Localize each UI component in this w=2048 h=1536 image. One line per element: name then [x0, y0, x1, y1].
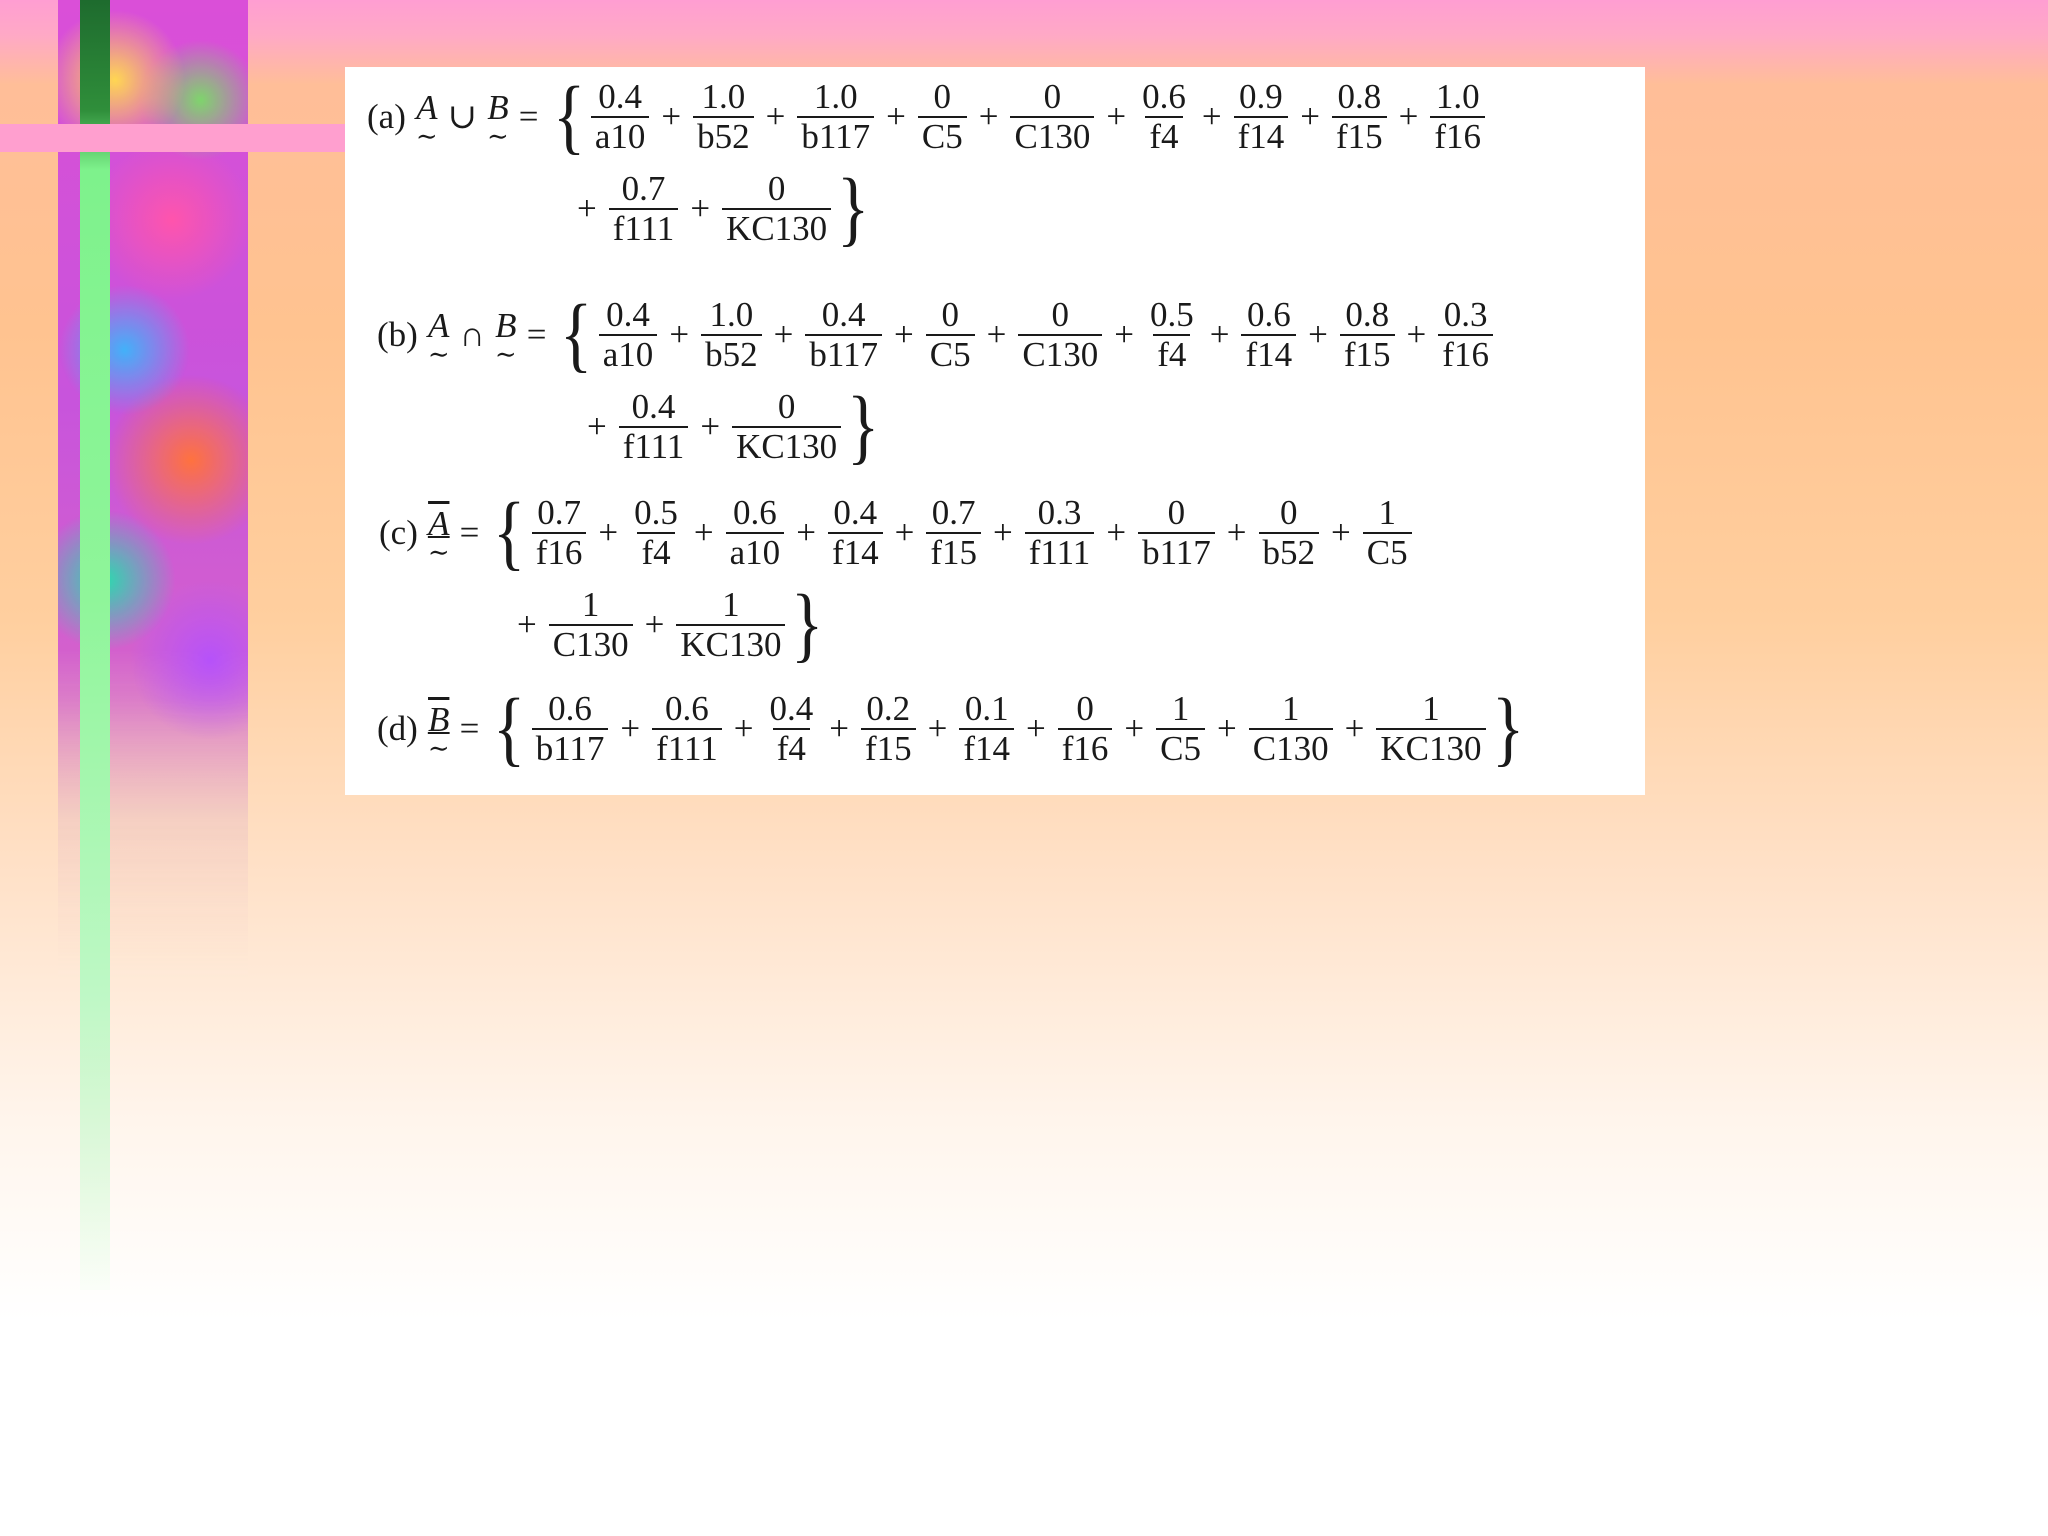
fraction-term: $\frac{0.4}{f111}$ — [619, 388, 689, 467]
set-b-symbol: B ∼ — [486, 87, 509, 151]
fraction-term: $\frac{0.6}{f4}$ — [1142, 76, 1186, 156]
fraction-term: $\frac{0.7}{f15}$ — [926, 494, 981, 573]
equals-sign: = — [459, 513, 480, 552]
plus-sign: + — [587, 407, 607, 446]
plus-sign: + — [598, 513, 619, 552]
plus-sign: + — [1106, 513, 1127, 552]
close-brace: } — [1491, 682, 1524, 775]
decorative-green-bar — [80, 0, 110, 1290]
plus-sign: + — [829, 709, 849, 748]
plus-sign: + — [978, 97, 999, 136]
fraction-term: $\frac{0}{b117}$ — [1138, 494, 1215, 573]
close-brace: } — [837, 162, 870, 255]
plus-sign: + — [577, 189, 597, 228]
fraction-term: $\frac{1}{C5}$ — [1363, 494, 1412, 573]
fraction-term: $\frac{0}{C5}$ — [918, 78, 967, 157]
plus-sign: + — [1344, 709, 1365, 748]
equation-c — [379, 486, 1414, 579]
plus-sign: + — [620, 709, 641, 748]
decorative-pink-bar — [0, 124, 345, 152]
fraction-term: $\frac{0.4}{f4}$ — [769, 688, 814, 768]
plus-sign: + — [765, 97, 786, 136]
plus-sign: + — [700, 407, 721, 446]
equals-sign: = — [459, 709, 480, 748]
fraction-term: $\frac{1.0}{f16}$ — [1430, 78, 1485, 157]
plus-sign: + — [986, 315, 1007, 354]
plus-sign: + — [733, 709, 754, 748]
open-brace: { — [493, 682, 526, 775]
equation-b — [377, 288, 1495, 381]
plus-sign: + — [1331, 513, 1351, 552]
plus-sign: + — [1114, 315, 1134, 354]
equation-b-continued — [577, 380, 884, 473]
fraction-term: $\frac{0}{C130}$ — [1018, 296, 1102, 375]
plus-sign: + — [669, 315, 690, 354]
fraction-term: $\frac{0.8}{f15}$ — [1340, 296, 1395, 375]
plus-sign: + — [693, 513, 714, 552]
fraction-term: $\frac{1.0}{b117}$ — [797, 78, 874, 157]
fraction-term: $\frac{0.4}{a10}$ — [599, 296, 658, 375]
set-b-symbol: B ∼ — [494, 305, 517, 369]
fraction-term: $\frac{0.6}{f14}$ — [1241, 296, 1296, 375]
plus-sign: + — [690, 189, 711, 228]
equation-a-label: (a) — [367, 97, 406, 136]
plus-sign: + — [993, 513, 1013, 552]
open-brace: { — [493, 486, 526, 579]
fraction-term: $\frac{0.5}{f4}$ — [1149, 294, 1194, 374]
fraction-term: $\frac{0.9}{f14}$ — [1234, 78, 1289, 157]
complement-b-symbol: B ∼ — [427, 699, 450, 763]
plus-sign: + — [1226, 513, 1247, 552]
union-operator: ∪ — [447, 97, 477, 136]
plus-sign: + — [1124, 709, 1145, 748]
plus-sign: + — [894, 513, 915, 552]
plus-sign: + — [927, 709, 948, 748]
fraction-term: $\frac{0.4}{a10}$ — [591, 78, 650, 157]
fraction-term: $\frac{0}{C130}$ — [1010, 78, 1094, 157]
fraction-term: $\frac{0.2}{f15}$ — [861, 690, 916, 769]
intersection-operator: ∩ — [459, 315, 485, 354]
plus-sign: + — [661, 97, 682, 136]
open-brace: { — [560, 288, 593, 381]
equation-b-label: (b) — [377, 315, 418, 354]
plus-sign: + — [886, 97, 906, 136]
equation-c-label: (c) — [379, 513, 418, 552]
fraction-term: $\frac{1}{C5}$ — [1156, 690, 1205, 769]
fraction-term: $\frac{0.1}{f14}$ — [959, 690, 1014, 769]
plus-sign: + — [894, 315, 914, 354]
fraction-term: $\frac{1}{C130}$ — [1249, 690, 1333, 769]
plus-sign: + — [773, 315, 794, 354]
equals-sign: = — [526, 315, 547, 354]
fraction-term: $\frac{1.0}{b52}$ — [693, 78, 754, 157]
fraction-term: $\frac{0}{C5}$ — [926, 296, 975, 375]
equation-d-label: (d) — [377, 709, 418, 748]
plus-sign: + — [1308, 315, 1328, 354]
fraction-term: $\frac{0.6}{f111}$ — [652, 690, 722, 769]
close-brace: } — [791, 578, 824, 671]
open-brace: { — [552, 70, 585, 163]
fraction-term: $\frac{1}{KC130}$ — [1376, 690, 1485, 769]
complement-a-symbol: A ∼ — [427, 503, 450, 567]
fraction-term: $\frac{0.3}{f16}$ — [1438, 296, 1493, 375]
plus-sign: + — [1398, 97, 1419, 136]
plus-sign: + — [1106, 97, 1127, 136]
plus-sign: + — [1406, 315, 1427, 354]
set-a-symbol: A ∼ — [415, 87, 438, 151]
fraction-term: $\frac{0.6}{a10}$ — [726, 494, 785, 573]
plus-sign: + — [1300, 97, 1320, 136]
plus-sign: + — [1026, 709, 1046, 748]
plus-sign: + — [796, 513, 816, 552]
fraction-term: $\frac{0.3}{f111}$ — [1025, 494, 1095, 573]
plus-sign: + — [1201, 97, 1222, 136]
fraction-term: $\frac{0}{b52}$ — [1259, 494, 1320, 573]
plus-sign: + — [517, 605, 537, 644]
equals-sign: = — [518, 97, 539, 136]
equation-a-continued — [567, 162, 874, 255]
plus-sign: + — [644, 605, 665, 644]
fraction-term: $\frac{0.7}{f111}$ — [609, 170, 679, 249]
fraction-term: $\frac{1}{C130}$ — [549, 586, 633, 665]
fraction-term: $\frac{0.4}{b117}$ — [805, 296, 882, 375]
equation-d — [377, 682, 1528, 775]
fraction-term: $\frac{1.0}{b52}$ — [701, 296, 762, 375]
fraction-term: $\frac{0}{f16}$ — [1058, 690, 1113, 769]
fraction-term: $\frac{0}{KC130}$ — [732, 388, 841, 467]
fraction-term: $\frac{0.8}{f15}$ — [1332, 78, 1387, 157]
plus-sign: + — [1209, 315, 1230, 354]
equations-panel — [345, 67, 1645, 795]
fraction-term: $\frac{1}{KC130}$ — [676, 586, 785, 665]
fraction-term: $\frac{0.5}{f4}$ — [634, 492, 678, 572]
equation-c-continued — [507, 578, 828, 671]
equation-a — [367, 70, 1487, 163]
plus-sign: + — [1217, 709, 1237, 748]
fraction-term: $\frac{0.4}{f14}$ — [828, 494, 883, 573]
fraction-term: $\frac{0.7}{f16}$ — [532, 494, 587, 573]
close-brace: } — [847, 380, 880, 473]
set-a-symbol: A ∼ — [427, 305, 450, 369]
fraction-term: $\frac{0}{KC130}$ — [722, 170, 831, 249]
fraction-term: $\frac{0.6}{b117}$ — [532, 690, 609, 769]
